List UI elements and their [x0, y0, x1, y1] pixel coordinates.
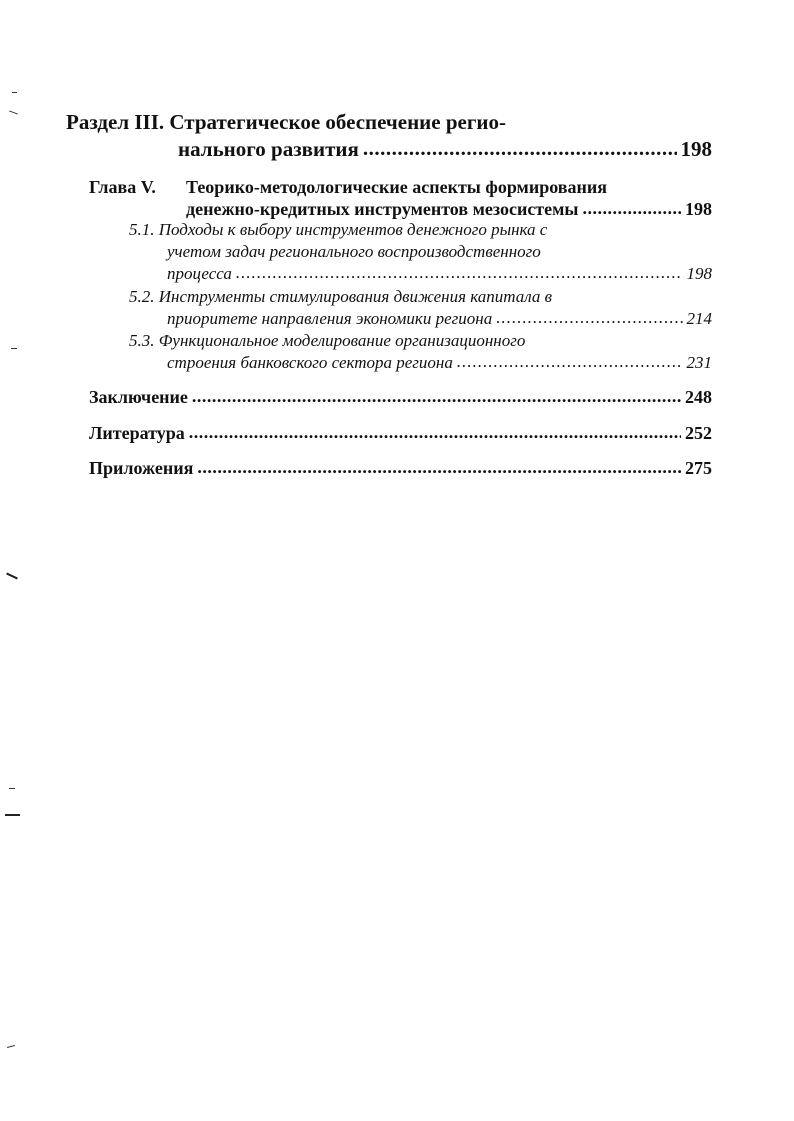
- chapter-title: Теорико-методологические аспекты формирования: [186, 177, 607, 197]
- section-title-line2: [178, 137, 712, 162]
- subsection-5-1-line2: [167, 242, 541, 262]
- entry-page: 275: [685, 458, 712, 478]
- entry-title: Приложения: [89, 458, 194, 478]
- section-title-line1: [66, 110, 506, 135]
- leader-dots: [189, 422, 681, 443]
- entry-title: Литература: [89, 423, 185, 443]
- subsection-title-cont: учетом задач регионального воспроизводственного: [167, 242, 541, 261]
- section-prefix: Раздел III.: [66, 110, 165, 134]
- section-title: Стратегическое обеспечение регио-: [169, 110, 506, 134]
- entry-page: 252: [685, 423, 712, 443]
- leader-dots: [457, 352, 683, 372]
- subsection-page: 198: [686, 264, 712, 283]
- chapter-title-line1: [89, 177, 607, 198]
- subsection-5-2-line1: [129, 287, 552, 307]
- toc-entry-appendices: [89, 458, 712, 479]
- scan-artifact: [12, 92, 17, 93]
- leader-dots: [496, 308, 682, 328]
- subsection-title: 5.3. Функциональное моделирование организационного: [129, 331, 526, 350]
- leader-dots: [236, 263, 683, 283]
- section-page: 198: [680, 137, 712, 161]
- leader-dots: [582, 198, 681, 219]
- subsection-page: 231: [686, 353, 712, 372]
- subsection-5-1-line3: [167, 264, 712, 284]
- section-title-cont: нального развития: [178, 137, 359, 161]
- subsection-title: 5.1. Подходы к выбору инструментов денежного рынка с: [129, 220, 548, 239]
- subsection-page: 214: [686, 309, 712, 328]
- entry-page: 248: [685, 387, 712, 407]
- chapter-title-cont: денежно-кредитных инструментов мезосистемы: [186, 199, 579, 219]
- entry-title: Заключение: [89, 387, 188, 407]
- subsection-5-3-line1: [129, 331, 525, 351]
- subsection-5-3-line2: [167, 353, 712, 373]
- scan-artifact: [5, 814, 20, 816]
- subsection-title-cont: приоритете направления экономики региона: [167, 309, 493, 328]
- subsection-5-1-line1: [129, 220, 547, 240]
- subsection-5-2-line2: [167, 309, 712, 329]
- scan-artifact: [9, 110, 18, 114]
- chapter-prefix: Глава V.: [89, 177, 156, 197]
- scan-artifact: [11, 348, 17, 349]
- chapter-title-line2: [186, 199, 712, 220]
- leader-dots: [197, 457, 681, 478]
- subsection-title: 5.2. Инструменты стимулирования движения капитала в: [129, 287, 553, 306]
- scan-artifact: [9, 788, 15, 789]
- leader-dots: [363, 136, 677, 161]
- subsection-title-cont: строения банковского сектора региона: [167, 353, 453, 372]
- scan-artifact: [7, 1045, 15, 1048]
- subsection-title-cont: процесса: [167, 264, 232, 283]
- chapter-page: 198: [685, 199, 712, 219]
- scan-artifact: [6, 573, 18, 580]
- leader-dots: [192, 386, 681, 407]
- toc-entry-conclusion: [89, 387, 712, 408]
- toc-entry-literature: [89, 423, 712, 444]
